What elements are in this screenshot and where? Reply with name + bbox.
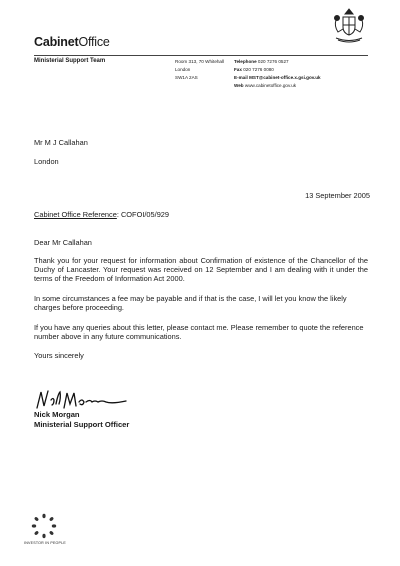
reference-line: Cabinet Office Reference: COFOI/05/929 (34, 210, 170, 219)
recipient-block (34, 138, 234, 176)
royal-coat-of-arms-icon (332, 6, 366, 44)
address-line: SW1A 2AS (175, 75, 198, 80)
contact-block (234, 58, 321, 90)
body-paragraph: In some circumstances a fee may be payable and if that is the case, I will let you know the likely charges before proceeding. (34, 294, 347, 313)
body-paragraph: If you have any queries about this letter, please contact me. Please remember to quote the reference number above in any future communications. (34, 323, 364, 342)
recipient-name: Mr M J Callahan (34, 138, 88, 147)
cabinet-office-logo: CabinetOffice (34, 35, 110, 49)
salutation: Dear Mr Callahan (34, 238, 92, 247)
signatory-title: Ministerial Support Officer (34, 420, 130, 429)
signatory-name: Nick Morgan (34, 410, 80, 419)
letterhead-rule (34, 55, 368, 56)
web-line: Web www.cabinetoffice.gov.uk (234, 83, 297, 88)
reference-value: COFOI/05/929 (120, 210, 170, 219)
investor-in-people-label: INVESTOR IN PEOPLE (24, 541, 66, 545)
address-block (175, 58, 224, 82)
reference-label: Cabinet Office Reference (34, 210, 117, 219)
investor-in-people-laurel-icon (31, 513, 57, 539)
recipient-city: London (34, 157, 59, 167)
body-paragraph: Thank you for your request for information about Confirmation of existence of the Chancellor of the Duchy of Lancaster. Your request was received on 12 September and I am dealing with it under the terms of the Freedom of Information Act 2000. (34, 256, 368, 284)
address-line: London (175, 67, 191, 72)
email-line: E-mail MST@cabinet-office.x.gsi.gov.uk (234, 75, 321, 80)
signatory-block (34, 410, 129, 430)
closing: Yours sincerely (34, 351, 84, 360)
letter-date: 13 September 2005 (305, 191, 370, 200)
team-name: Ministerial Support Team (34, 58, 106, 64)
fax-line: Fax 020 7276 0080 (234, 67, 274, 72)
telephone-line: Telephone 020 7276 0527 (234, 59, 289, 64)
address-line: Room 313, 70 Whitehall (175, 59, 225, 64)
